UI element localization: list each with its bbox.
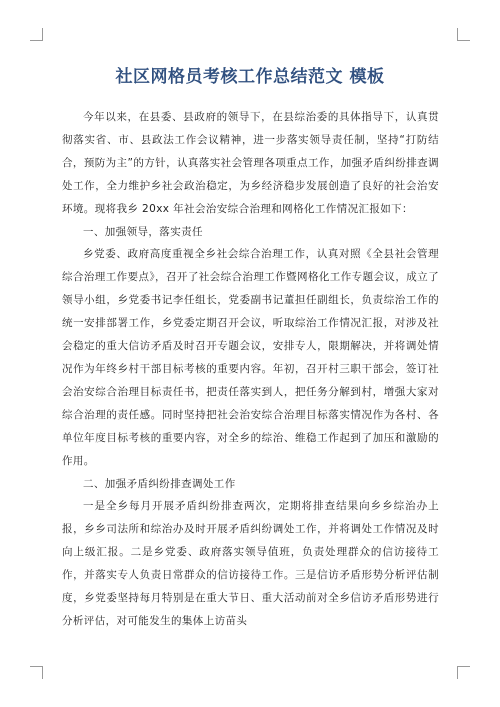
- section-heading-2: 二、加强矛盾纠纷排查调处工作: [83, 477, 236, 490]
- paragraph-section-1: 乡党委、政府高度重视全乡社会综合治理工作，认真对照《全县社会管理综合治理工作要点》，召开了社会综合治理工作暨网格化工作专题会议，成立了领导小组，乡党委书记李任组长，党委副书记董担任副组长，负责综治工作的统一安排部署工作，乡党委定期召开会议，听取综治工作情况汇报，对涉及社会稳定的重大信访矛盾及时召开专题会议，安排专人，限期解决，并将调处情况作为年终乡村干部目标考核的重要内容。年初，召开村三职干部会，签订社会治安综合治理目标责任书，把责任落实到人，把任务分解到村，增强大家对综合治理的责任感。同时坚持把社会治安综合治理目标落实情况作为各村、各单位年度目标考核的重要内容，对全乡的综治、维稳工作起到了加压和激励的作用。: [62, 248, 439, 467]
- section-heading-1: 一、加强领导，落实责任: [83, 225, 203, 238]
- crop-mark-bottom-left: [30, 666, 43, 679]
- crop-mark-top-left: [30, 28, 43, 41]
- crop-mark-bottom-right: [457, 666, 470, 679]
- crop-mark-top-right: [457, 28, 470, 41]
- paragraph-intro: 今年以来，在县委、县政府的领导下，在县综治委的具体指导下，认真贯彻落实省、市、县政法工作会议精神，进一步落实领导责任制，坚持“打防结合，预防为主”的方针，认真落实社会管理各项重点工作，加强矛盾纠纷排查调处工作，全力维护乡社会政治稳定，为乡经济稳步发展创造了良好的社会治安环境。现将我乡 20xx 年社会治安综合治理和网格化工作情况汇报如下：: [62, 111, 439, 215]
- document-title: 社区网格员考核工作总结范文 模板: [115, 67, 385, 87]
- document-body: [62, 106, 439, 633]
- paragraph-section-2: 一是全乡每月开展矛盾纠纷排查两次，定期将排查结果向乡乡综治办上报，乡乡司法所和综治办及时开展矛盾纠纷调处工作，并将调处工作情况及时向上级汇报。二是乡党委、政府落实领导值班，负责处理群众的信访接待工作，并落实专人负责日常群众的信访接待工作。三是信访矛盾形势分析评估制度，乡党委坚持每月特别是在重大节日、重大活动前对全乡信访矛盾形势进行分析评估，对可能发生的集体上访苗头: [62, 500, 439, 627]
